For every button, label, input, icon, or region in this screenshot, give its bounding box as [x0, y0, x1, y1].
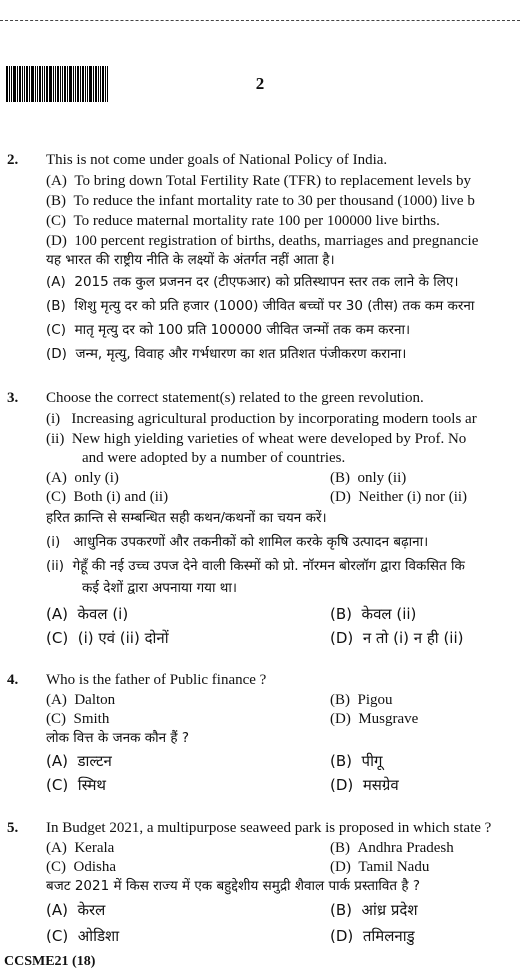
question-5-option-b-hindi: (B) आंध्र प्रदेश	[330, 901, 418, 919]
question-5-option-c-hindi: (C) ओडिशा	[46, 927, 120, 945]
question-2-option-b-hindi: (B) शिशु मृत्यु दर को प्रति हजार (1000) जीवित बच्चों पर 30 (तीस) तक कम करना	[46, 298, 475, 314]
question-3-option-c: (C) Both (i) and (ii)	[46, 489, 169, 505]
question-2-option-c-hindi: (C) मातृ मृत्यु दर को 100 प्रति 100000 जीवित जन्मों तक कम करना।	[46, 322, 411, 338]
question-3-statement-i-hindi: (i) आधुनिक उपकरणों और तकनीकों को शामिल करके कृषि उत्पादन बढ़ाना।	[46, 534, 429, 550]
question-3-option-b: (B) only (ii)	[330, 470, 407, 486]
question-3-option-b-hindi: (B) केवल (ii)	[330, 605, 417, 623]
question-4-option-a-hindi: (A) डाल्टन	[46, 752, 112, 770]
question-3-option-c-hindi: (C) (i) एवं (ii) दोनों	[46, 629, 169, 647]
question-3-statement-ii-hindi: (ii) गेहूँ की नई उच्च उपज देने वाली किस्मों को प्रो. नॉरमन बोरलॉग द्वारा विकसित कि	[46, 558, 465, 574]
question-4-option-b-hindi: (B) पीगू	[330, 752, 383, 770]
question-3-statement-ii: (ii) New high yielding varieties of wheat were developed by Prof. No	[46, 431, 467, 447]
question-3-statement-ii-continued: and were adopted by a number of countries.	[82, 450, 346, 466]
question-4-option-d: (D) Musgrave	[330, 711, 419, 727]
question-2-number: 2.	[7, 152, 19, 168]
question-3-number: 3.	[7, 390, 19, 406]
question-2-option-a-hindi: (A) 2015 तक कुल प्रजनन दर (टीएफआर) को प्रतिस्थापन स्तर तक लाने के लिए।	[46, 274, 459, 290]
question-4-option-c: (C) Smith	[46, 711, 110, 727]
top-dashed-rule	[0, 20, 520, 22]
question-4-text: Who is the father of Public finance ?	[46, 672, 267, 688]
question-2-text: This is not come under goals of National Policy of India.	[46, 152, 388, 168]
question-3-statement-i: (i) Increasing agricultural production by incorporating modern tools ar	[46, 411, 477, 427]
question-4-option-a: (A) Dalton	[46, 692, 116, 708]
question-5-option-c: (C) Odisha	[46, 859, 116, 875]
question-5-option-b: (B) Andhra Pradesh	[330, 840, 454, 856]
question-3-option-a: (A) only (i)	[46, 470, 119, 486]
question-5-text: In Budget 2021, a multipurpose seaweed park is proposed in which state ?	[46, 820, 492, 836]
question-2-option-b: (B) To reduce the infant mortality rate to 30 per thousand (1000) live b	[46, 193, 475, 209]
question-2-option-c: (C) To reduce maternal mortality rate 100 per 100000 live births.	[46, 213, 440, 229]
question-5-option-d-hindi: (D) तमिलनाडु	[330, 927, 415, 945]
question-2-option-d: (D) 100 percent registration of births, deaths, marriages and pregnancie	[46, 233, 479, 249]
question-3-statement-ii-hindi-continued: कई देशों द्वारा अपनाया गया था।	[82, 580, 238, 596]
question-2-option-a: (A) To bring down Total Fertility Rate (TFR) to replacement levels by	[46, 173, 472, 189]
question-5-option-a-hindi: (A) केरल	[46, 901, 106, 919]
question-4-number: 4.	[7, 672, 19, 688]
question-3-text: Choose the correct statement(s) related to the green revolution.	[46, 390, 424, 406]
question-2-option-d-hindi: (D) जन्म, मृत्यु, विवाह और गर्भधारण का शत प्रतिशत पंजीकरण कराना।	[46, 346, 407, 362]
question-3-option-d: (D) Neither (i) nor (ii)	[330, 489, 468, 505]
question-4-option-b: (B) Pigou	[330, 692, 393, 708]
question-2-text-hindi: यह भारत की राष्ट्रीय नीति के लक्ष्यों के अंतर्गत नहीं आता है।	[46, 252, 335, 268]
question-4-option-c-hindi: (C) स्मिथ	[46, 776, 107, 794]
question-3-text-hindi: हरित क्रान्ति से सम्बन्धित सही कथन/कथनों का चयन करें।	[46, 510, 327, 526]
question-3-option-d-hindi: (D) न तो (i) न ही (ii)	[330, 629, 464, 647]
question-3-option-a-hindi: (A) केवल (i)	[46, 605, 129, 623]
footer-code: CCSME21 (18)	[4, 954, 96, 969]
page-number: 2	[255, 74, 265, 93]
question-5-option-d: (D) Tamil Nadu	[330, 859, 430, 875]
question-4-option-d-hindi: (D) मसग्रेव	[330, 776, 399, 794]
question-5-option-a: (A) Kerala	[46, 840, 115, 856]
question-5-text-hindi: बजट 2021 में किस राज्य में एक बहुद्देशीय समुद्री शैवाल पार्क प्रस्तावित है ?	[46, 878, 421, 894]
question-5-number: 5.	[7, 820, 19, 836]
question-4-text-hindi: लोक वित्त के जनक कौन हैं ?	[46, 730, 190, 746]
